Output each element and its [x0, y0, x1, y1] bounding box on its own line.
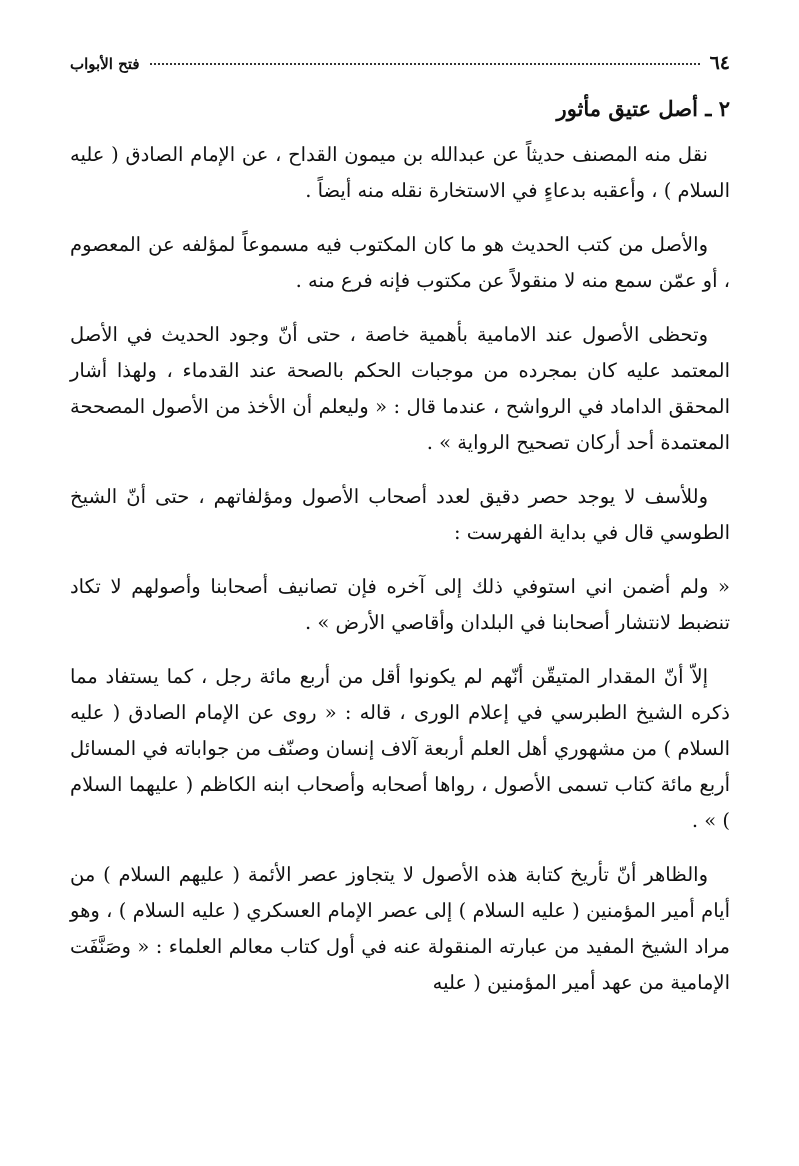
book-title: فتح الأبواب [70, 55, 140, 73]
quoted-paragraph: « ولم أضمن اني استوفي ذلك إلى آخره فإن تصانيف أصحابنا وأصولهم لا تكاد تنضبط لانتشار أصحابنا في البلدان وأقاصي الأرض » . [70, 575, 730, 634]
paragraph: والظاهر أنّ تأريخ كتابة هذه الأصول لا يتجاوز عصر الأئمة ( عليهم السلام ) من أيام أمير المؤمنين ( عليه السلام ) إلى عصر الإمام العسكري ( عليه السلام ) ، وهو مراد الشيخ المفيد من عبارته المنقولة عنه في أول كتاب معالم العلماء : « وصَنَّفَت الإمامية من عهد أمير المؤمنين ( عليه [70, 863, 730, 994]
paragraph: وللأسف لا يوجد حصر دقيق لعدد أصحاب الأصول ومؤلفاتهم ، حتى أنّ الشيخ الطوسي قال في بداية الفهرست : [70, 485, 730, 544]
header-dotted-leader [150, 63, 700, 65]
paragraph: نقل منه المصنف حديثاً عن عبدالله بن ميمون القداح ، عن الإمام الصادق ( عليه السلام ) ، وأعقبه بدعاءٍ في الاستخارة نقله منه أيضاً . [70, 143, 730, 202]
section-title: ٢ ـ أصل عتيق مأثور [556, 96, 730, 121]
paragraph: إلاّ أنّ المقدار المتيقّن أنّهم لم يكونوا أقل من أربع مائة رجل ، كما يستفاد مما ذكره الشيخ الطبرسي في إعلام الورى ، قاله : « روى عن الإمام الصادق ( عليه السلام ) من مشهوري أهل العلم أربعة آلاف إنسان وصنّف من جواباته في المسائل أربع مائة كتاب تسمى الأصول ، رواها أصحابه وأصحاب ابنه الكاظم ( عليهما السلام ) » . [70, 665, 730, 832]
running-header [70, 52, 730, 92]
page-number: ٦٤ [709, 52, 730, 74]
paragraph: والأصل من كتب الحديث هو ما كان المكتوب فيه مسموعاً لمؤلفه عن المعصوم ، أو عمّن سمع منه لا منقولاً عن مكتوب فإنه فرع منه . [70, 233, 730, 292]
paragraph: وتحظى الأصول عند الامامية بأهمية خاصة ، حتى أنّ وجود الحديث في الأصل المعتمد عليه كان بمجرده من موجبات الحكم بالصحة عند القدماء ، ولهذا أشار المحقق الداماد في الرواشح ، عندما قال : « وليعلم أن الأخذ من الأصول المصححة المعتمدة أحد أركان تصحيح الرواية » . [70, 323, 730, 454]
book-page [70, 52, 730, 1019]
